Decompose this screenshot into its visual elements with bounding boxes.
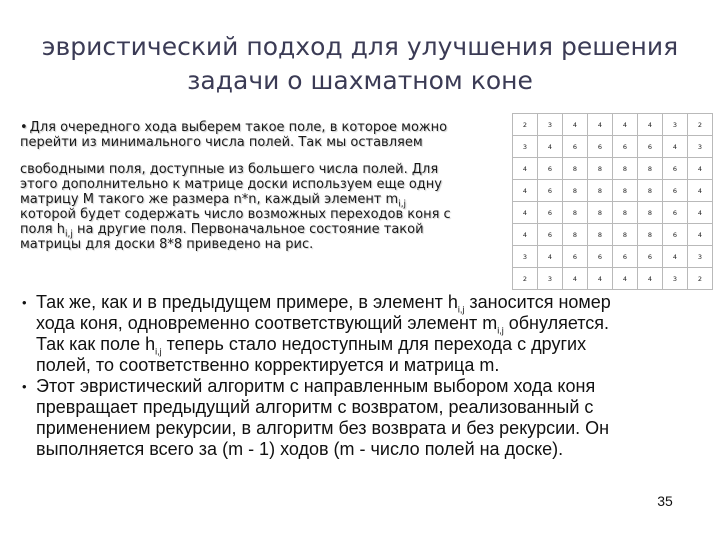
matrix-row xyxy=(513,136,713,158)
matrix-cell: 6 xyxy=(638,246,663,268)
page-number: 35 xyxy=(657,493,673,509)
matrix-row xyxy=(513,180,713,202)
matrix-cell: 8 xyxy=(638,180,663,202)
subscript-ij: i,j xyxy=(497,325,504,336)
matrix-cell: 8 xyxy=(613,202,638,224)
matrix-cell: 6 xyxy=(613,246,638,268)
matrix-cell: 6 xyxy=(663,224,688,246)
matrix-cell: 4 xyxy=(588,114,613,136)
description-block xyxy=(20,120,488,252)
matrix-cell: 2 xyxy=(513,114,538,136)
matrix-row xyxy=(513,224,713,246)
matrix-row xyxy=(513,158,713,180)
matrix-cell: 4 xyxy=(538,246,563,268)
matrix-cell: 6 xyxy=(588,136,613,158)
matrix-cell: 6 xyxy=(663,158,688,180)
matrix-cell: 4 xyxy=(513,202,538,224)
matrix-cell: 8 xyxy=(563,202,588,224)
matrix-cell: 8 xyxy=(613,224,638,246)
matrix-cell: 4 xyxy=(588,268,613,290)
matrix-cell: 4 xyxy=(563,114,588,136)
matrix-cell: 4 xyxy=(688,180,713,202)
knight-moves-matrix xyxy=(512,113,713,290)
paragraph-1-line-2: перейти из минимального числа полей. Так мы оставляем xyxy=(20,135,423,150)
bullet-1-line-2-text-a: хода коня, одновременно соответствующий элемент m xyxy=(36,313,498,333)
paragraph-2-line-3 xyxy=(20,192,488,210)
matrix-cell: 8 xyxy=(588,224,613,246)
title-line-1: эвристический подход для улучшения решения xyxy=(41,32,679,61)
bullet-1-line-3-text-a: Так как поле h xyxy=(36,334,156,354)
matrix-cell: 3 xyxy=(538,114,563,136)
bullet-item-1 xyxy=(22,292,702,376)
matrix-cell: 3 xyxy=(513,136,538,158)
matrix-cell: 6 xyxy=(663,180,688,202)
matrix-cell: 3 xyxy=(538,268,563,290)
matrix-cell: 2 xyxy=(688,114,713,136)
matrix-cell: 3 xyxy=(513,246,538,268)
matrix-cell: 8 xyxy=(638,158,663,180)
matrix-cell: 6 xyxy=(538,224,563,246)
bullet-1-line-1 xyxy=(36,292,702,313)
matrix-cell: 3 xyxy=(663,114,688,136)
bullet-1-line-4: полей, то соответственно корректируется и матрица m. xyxy=(36,355,500,375)
matrix-cell: 4 xyxy=(688,224,713,246)
paragraph-2-line-5-text-b: на другие поля. Первоначальное состояние такой xyxy=(72,222,424,237)
matrix-cell: 4 xyxy=(688,202,713,224)
matrix-cell: 8 xyxy=(638,224,663,246)
bullet-item-2 xyxy=(22,376,702,460)
bullet-1-line-2-text-b: обнуляется. xyxy=(503,313,610,333)
matrix-row xyxy=(513,268,713,290)
matrix-cell: 4 xyxy=(513,158,538,180)
paragraph-2-line-4: которой будет содержать число возможных переходов коня с xyxy=(20,207,451,222)
paragraph-1-line-1-text: Для очередного хода выберем такое поле, в которое можно xyxy=(29,120,448,135)
paragraph-2-line-3-text: матрицу М такого же размера n*n, каждый элемент m xyxy=(20,192,399,207)
paragraph-2-line-1: свободными поля, доступные из большего числа полей. Для xyxy=(20,162,439,177)
matrix-cell: 8 xyxy=(588,158,613,180)
subscript-ij: i,j xyxy=(155,346,162,357)
subscript-ij: i,j xyxy=(457,304,465,315)
matrix-cell: 8 xyxy=(563,158,588,180)
subscript-ij: i,j xyxy=(64,229,73,240)
bullet-2-line-2: превращает предыдущий алгоритм с возвратом, реализованный с xyxy=(36,397,594,417)
bullet-1-line-3 xyxy=(36,334,702,355)
matrix-cell: 4 xyxy=(563,268,588,290)
paragraph-1-line-1 xyxy=(20,120,488,135)
paragraph-2-line-2: этого дополнительно к матрице доски используем еще одну xyxy=(20,177,442,192)
paragraph-gap xyxy=(20,150,488,162)
title-line-2: задачи о шахматном коне xyxy=(187,66,533,95)
slide-title xyxy=(30,30,690,98)
matrix-cell: 8 xyxy=(588,180,613,202)
bullet-2-line-3: применением рекурсии, в алгоритм без возврата и без рекурсии. Он xyxy=(36,418,610,438)
matrix-cell: 6 xyxy=(538,158,563,180)
bullet-mark: • xyxy=(20,120,28,135)
matrix-cell: 8 xyxy=(588,202,613,224)
matrix-cell: 8 xyxy=(613,180,638,202)
matrix-cell: 3 xyxy=(663,268,688,290)
matrix-cell: 6 xyxy=(613,136,638,158)
matrix-cell: 3 xyxy=(688,246,713,268)
matrix-cell: 4 xyxy=(513,180,538,202)
matrix-cell: 6 xyxy=(563,246,588,268)
bullet-1-line-2 xyxy=(36,313,702,334)
matrix-cell: 4 xyxy=(538,136,563,158)
bullet-2-line-1: Этот эвристический алгоритм с направленным выбором хода коня xyxy=(36,376,596,396)
bullet-1-line-1-text-a: Так же, как и в предыдущем примере, в элемент h xyxy=(36,292,458,312)
paragraph-2-line-5-text-a: поля h xyxy=(20,222,65,237)
bullet-2-line-4: выполняется всего за (m - 1) ходов (m - число полей на доске). xyxy=(36,439,564,459)
matrix-cell: 4 xyxy=(638,268,663,290)
matrix-row xyxy=(513,202,713,224)
matrix-cell: 4 xyxy=(638,114,663,136)
matrix-cell: 8 xyxy=(638,202,663,224)
matrix-cell: 8 xyxy=(613,158,638,180)
matrix-cell: 4 xyxy=(663,246,688,268)
matrix-cell: 4 xyxy=(513,224,538,246)
matrix-cell: 3 xyxy=(688,136,713,158)
paragraph-2-line-6: матрицы для доски 8*8 приведено на рис. xyxy=(20,237,314,252)
matrix-cell: 8 xyxy=(563,224,588,246)
matrix-cell: 4 xyxy=(613,114,638,136)
matrix-cell: 2 xyxy=(688,268,713,290)
matrix-cell: 4 xyxy=(613,268,638,290)
matrix-cell: 6 xyxy=(563,136,588,158)
subscript-ij: i,j xyxy=(398,199,407,210)
bullet-mark: • xyxy=(22,295,27,310)
matrix-cell: 6 xyxy=(638,136,663,158)
matrix-row xyxy=(513,246,713,268)
matrix-cell: 6 xyxy=(538,180,563,202)
matrix-cell: 4 xyxy=(663,136,688,158)
bullet-mark: • xyxy=(22,379,27,394)
matrix-cell: 2 xyxy=(513,268,538,290)
matrix-row xyxy=(513,114,713,136)
paragraph-2-line-5 xyxy=(20,222,488,240)
matrix-cell: 8 xyxy=(563,180,588,202)
bullet-1-line-1-text-b: заносится номер xyxy=(464,292,611,312)
matrix-cell: 6 xyxy=(663,202,688,224)
matrix-cell: 6 xyxy=(538,202,563,224)
matrix-cell: 6 xyxy=(588,246,613,268)
matrix-cell: 4 xyxy=(688,158,713,180)
bullet-list xyxy=(22,292,702,460)
bullet-1-line-3-text-b: теперь стало недоступным для перехода с других xyxy=(161,334,587,354)
